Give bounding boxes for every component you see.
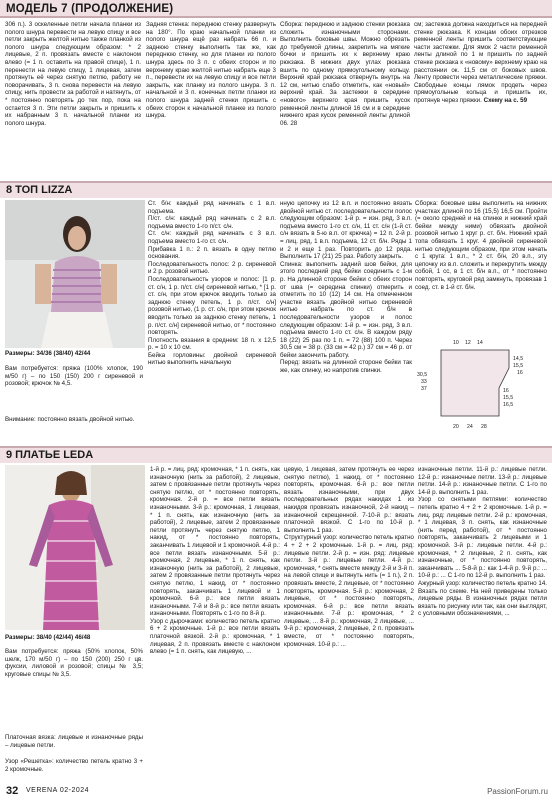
leda-title: 9 ПЛАТЬЕ LEDA xyxy=(6,449,94,461)
leda-photo xyxy=(5,465,145,630)
lizza-col-4: Сборка: боковые швы выполнить на нижних участках длиной по 16 (15,5) 16,5 см. Пройти (= около средней и на спинке и нижний край бейки между ними) обвязать двойной розовой нитью 1 круг р. ст. б/н. Нижний край топа обвязать 1 круг. 4 двойной сиреневой нитью следующим образом, при этом начать с 1 круга: 1 в.п., * 2 ст. б/н, 20 в.п., эту цепочку из в.п. сложить и перекрутить между собой, 1 сс, в 1 ст. б/н в.п., от * постоянно повторять, круговой ряд замкнуть, провязав 1 соед. ст. в 1-й ст. б/н. xyxy=(415,200,547,291)
m7-col-1: 306 п.). 3 оскеленные петли начала планки из полого шнура перевести на левую спицу и все петли закрыть желтой нитью также планкой из полого шнура следующим образом: * 2 лицевые, 2 п. провязать вместе с наклоном влево (= 1 п. оставить на правой спице), 1 п. перенести на левую спицу, 1 лицевая, затем протянуть её через снятую петлю, работу не поворачивать, 3 п. снова перевести на левую спицу, нить провести за работой и натянуть, от * постоянно повторять до тех пор, пока на остается 3 п. Эти петли закрыть и пришить к их набранным 3 п. начальной планки из полого шнура. xyxy=(5,21,141,127)
lizza-photo xyxy=(5,200,145,348)
lizza-sizes xyxy=(5,350,143,359)
leda-sizes xyxy=(5,634,143,643)
leda-photo-image xyxy=(5,465,145,630)
lizza-dim-right-3: 16 xyxy=(517,370,523,376)
leda-col-2: 1-й р. = лиц. ряд: кромочная, * 1 п. снять, как изнаночную (нить за работой), 2 лицевые, затем с провязанные петли протянуть через снятую петлю, от * постоянно повторять, кромочная. 2-й р. = все петли вязать изнаночными. 3-й р.: кромочная, 1 лицевая, * 1 п. снять, как изнаночную (нить за работой), 2 лицевые, затем 2 провязанные петли протянуть через снятую петлю, 1 накид, от * постоянно повторять, заканчивать 1 лицевой и 1 кромочной. 4-й р.: все петли вязать изнаночными. 5-й р.: кромочная, 2 лицевые, * 1 п. снять, как изнаночную (нить за работой), 2 лицевые, затем 2 провязанные петли протянуть через снятую петлю, 1 накид, от * постоянно повторять, заканчивать 1 лицевой и 1 кромочной. 6-й р.: все петли вязать изнаночными. 7-й и 8-й р.: все петли вязать изнаночными. Повторять с 1-го по 8-й р. Узор с дырочками: количество петель кратно 6 + 2 кромочные. 1-й р.: все петли вязать платочной вязкой. 2-й р.: кромочная, * 1 лицевая, 2 п. провязать вместе с наклоном влево (= 1 п. снять, как лицевую, ... xyxy=(150,466,280,656)
m7-col-3: Сборка: переднюю и заднюю стенки рюкзака сложить изнаночными сторонами. Выполнить боковые швы. Можно обрезать до требуемой длины, закрепить на мягкие бочки и пришить их к верхнему краю рюкзака. В нижних двух углах рюкзака вшить по одному прямоугольному кольцу. Верхний край рюкзака отвернуть внутрь на 12 см, нитью слабо отметить, как «новый» верхний край. За застежки в середине «нового» верхнего края пришить кусок ременной ленты длиной 16 см и в середине нижнего края кусок ременной ленты длиной 06. 28 xyxy=(280,21,410,127)
leda-garter: Платочная вязка: лицевые и изнаночные ряды – лицевые петли. xyxy=(5,734,143,749)
page-number: 32 xyxy=(6,785,19,797)
lizza-dim-left-2: 33 xyxy=(421,379,427,385)
magazine-issue: VERENA 02-2024 xyxy=(26,787,90,794)
section-header-leda xyxy=(0,448,552,463)
section-header-lizza xyxy=(0,183,552,198)
lizza-title: 8 ТОП LIZZA xyxy=(6,184,73,196)
lizza-materials: Вам потребуется: пряжа (100% хлопок, 190 м/50 г) – по 150 (150) 200 г сиреневой и розовой; крючок № 4,5. xyxy=(5,365,143,388)
lizza-schematic xyxy=(413,338,548,436)
m7-col-4-text: см; застежка должна находиться на передней стенке рюкзака. К концам обоих отрезков ременной ленты пришить соответствующие части застежки. Для ямок 2 части ременной ленты длиной по 1 м пришить по задней стенке рюкзака к «новому» верхнему краю на расстоянии ок. 11,5 см от боковых швов. Ленту провести через металлические пряжки. Свободные концы лямок продеть через прямоугольные кольца и пришить их, протянув через пряжки. xyxy=(414,21,547,104)
leda-lattice: Узор «Решетка»: количество петель кратно 3 + 2 кромочные. xyxy=(5,758,143,773)
lizza-dim-bottom-3: 28 xyxy=(481,424,487,430)
m7-col-4 xyxy=(414,21,547,171)
lizza-col-3: нную цепочку из 12 в.п. и постоянно вязать двойной нитью ст. последовательности полос следующим образом: 1-й р. = изн. ряд, 3 в.п. подъема вместо 1-го ст. с/н, 11 ст. с/н (1-й ст. с/н вязать в 5-ю в.п. от крючка) = 12 п. 2-й р. = лиц. ряд, 1 в.п. подъема, 12 ст. б/н. Ряды 1 и 2 и еще 1 раз. Повторить до 12 ряда. Выполнить 17 (21) 25 раз. Работу закрыть. Спинка: выполнить задний шов бейки, для этого последний ряд бейки соединить с 1-м р. На длинной стороне бейки с обеих сторон от шва (= середина спинки) отмерить и отметить по 10 (12) 14 см. На отмеченном участке вязать двойной нитью сиреневой нитью набрать по ст. б/н в последовательности узоров и полос следующим образом: 1-й р. = изн. ряд, 3 в.п. подъема вместо 1-го ст. с/н. В каждом ряду 18 (22) 25 раз по 1 п. = 72 (88) 100 п. Через 30,5 см = 38 р. (33 см = 42 р.) 37 см = 46 р. от бейки закончить работу. Перед: вязать на длинной стороне бейки так же, как спинку, но напротив спинки. xyxy=(280,200,412,375)
page-footer xyxy=(0,782,552,800)
lizza-dim-top-3: 14 xyxy=(477,340,483,346)
lizza-dim-left-3: 37 xyxy=(421,386,427,392)
lizza-note: Внимание: постоянно вязать двойной нитью. xyxy=(5,416,135,423)
leda-col-4: изнаночные петли. 11-й р.: лицевые петли. 12-й р.: изнаночные петли. 13-й р.: лицевые петли. 14-й р.: изнаночные петли. С 1-го по 14-й р. выполнить 1 раз. Узор со снятыми петлями: количество петель кратно 4 + 2 + 2 кромочные. 1-й р. = лиц. ряд: лицевые петли. 2-й р.: кромочная, * 1 лицевая, 3 п. снять, как изнаночные (нить перед работой), от * постоянно повторять, заканчивать 2 лицевыми и 1 кромочной. 3-й р.: лицевые петли. 4-й р.: кромочная, * 2 лицевые, 2 п. снять, как изнаночные, от * постоянно повторять, заканчивать ... 5-8-й р.: как 1-4-й р. 9-й р.: ... 10-й р.: ... С 1-го по 12-й р. выполнить 1 раз. Ажурный узор: количество петель кратно 14. Вязать по схеме. На ней приведены только лицевые ряды. В изнаночных рядах петли вязать по рисунку или так, как они выглядят, с условными обозначениями, ... xyxy=(418,466,547,618)
lizza-photo-image xyxy=(5,200,145,348)
page-header xyxy=(0,0,552,18)
lizza-dim-top-2: 12 xyxy=(465,340,471,346)
leda-materials: Вам потребуется: пряжа (50% хлопок, 50% шелк, 170 м/50 г) – по 150 (200) 250 г цв. фуксии, лиловой и розовой; спицы № 3,5; круговые спицы № 3,5. xyxy=(5,648,143,678)
lizza-dim-right-1: 14,5 xyxy=(513,356,524,362)
m7-scheme-ref: Схему на с. 59 xyxy=(483,96,528,104)
lizza-dim-bottom-1: 20 xyxy=(453,424,459,430)
page-title: МОДЕЛЬ 7 (ПРОДОЛЖЕНИЕ) xyxy=(6,3,174,15)
lizza-dim-right-2: 15,5 xyxy=(513,363,524,369)
lizza-dim-right2-1: 16 xyxy=(503,388,509,394)
lizza-dim-left-1: 30,5 xyxy=(417,372,428,378)
leda-col-3: цевую, 1 лицевая, затем протянуть ее через снятую петлю), 1 накид, от * постоянно повторять, кромочная. 6-й р.: все петли вязать изнаночными, при двух последовательных рядах накидах 1 из накидов провязать изнаночной, 2-й накид – изнаночной скрещенной. 7-10-й р.: вязать платочной вязкой. С 1-го по 10-й р. выполнить 1 раз. Структурный узор: количество петель кратно 4 + 2 + 2 кромочные. 1-й р. = лиц. ряд: лицевые петли. 2-й р. = изн. ряд: лицевые петли. 3-й р.: лицевые петли. 4-й р.: кромочная, * снять вместе между 2-й и 3-й п. на левой спице и вытянуть нить (= 1 п.), 2 п. провязать вместе, 2 лицевые, от * постоянно повторять, кромочная. 5-й р.: кромочная, 2 лицевые, от * постоянно повторять, кромочная. 6-й р.: все петли вязать изнаночными. 7-й р.: кромочная, * 2 лицевые, ... 8-й р.: кромочная, 2 лицевые, ... 9-й р.: кромочная, 2 лицевые, 2 п. провязать вместе, от * постоянно повторять, кромочная. 10-й р.: ... xyxy=(284,466,414,648)
leda-sizes-text: Размеры: 38/40 (42/44) 46/48 xyxy=(5,634,91,641)
m7-col-2: Задняя стенка: переднюю стенку развернуть на 180°. По краю начальной планки из полого шнура ещё раз набрать 66 п. и заднюю стенку выполнить так же, как переднюю стенку, но для планки из полого шнура здесь по 3 п. с обеих сторон и по верхнему краю желтой нитью набрать еще 3 п., перевести их на левую спицу и все петли закрыть, как планку из полого шнура. 3 п. начальной и 3 п. конечных петли планки из полого шнура задней стенки пришить с обеих сторон к начальной планке из полого шнура. xyxy=(146,21,276,120)
site-watermark: PassionForum.ru xyxy=(487,787,548,796)
lizza-sizes-text: Размеры: 34/36 (38/40) 42/44 xyxy=(5,350,91,357)
lizza-dim-bottom-2: 24 xyxy=(467,424,473,430)
lizza-col-2: Ст. б/н: каждый ряд начинать с 1 в.п. подъема. П/ст. с/н: каждый ряд начинать с 2 в.п. подъема вместо 1-го п/ст. с/н. Ст. с/н: каждый ряд начинать с 3 в.п. подъема вместо 1-го ст. с/н. Прибавка 1 п.: 2 п. вязать в одну петлю основания. Последовательность полос: 2 р. сиреневой и 2 р. розовой нитью. Последовательность узоров и полос: [1 р. ст. с/н, 1 р. п/ст. с/н] сиреневой нитью, * [1 р. ст. с/н, при этом крючок вводить только за заднюю стенку петель, 1 р. п/ст. с/н] розовой нитью, (1 р. ст. с/н, при этом крючок вводить только за заднюю стенку петель, 1 р. п/ст. с/н] сиреневой нитью, от * постоянно повторять. Плотность вязания в среднем: 18 п. х 12,5 р. = 10 х 10 см. Бейка горловины: двойной сиреневой нитью выполнить начальную xyxy=(148,200,276,367)
lizza-dim-top-1: 10 xyxy=(453,340,459,346)
lizza-dim-right2-2: 15,5 xyxy=(503,395,514,401)
lizza-dim-right2-3: 16,5 xyxy=(503,402,514,408)
